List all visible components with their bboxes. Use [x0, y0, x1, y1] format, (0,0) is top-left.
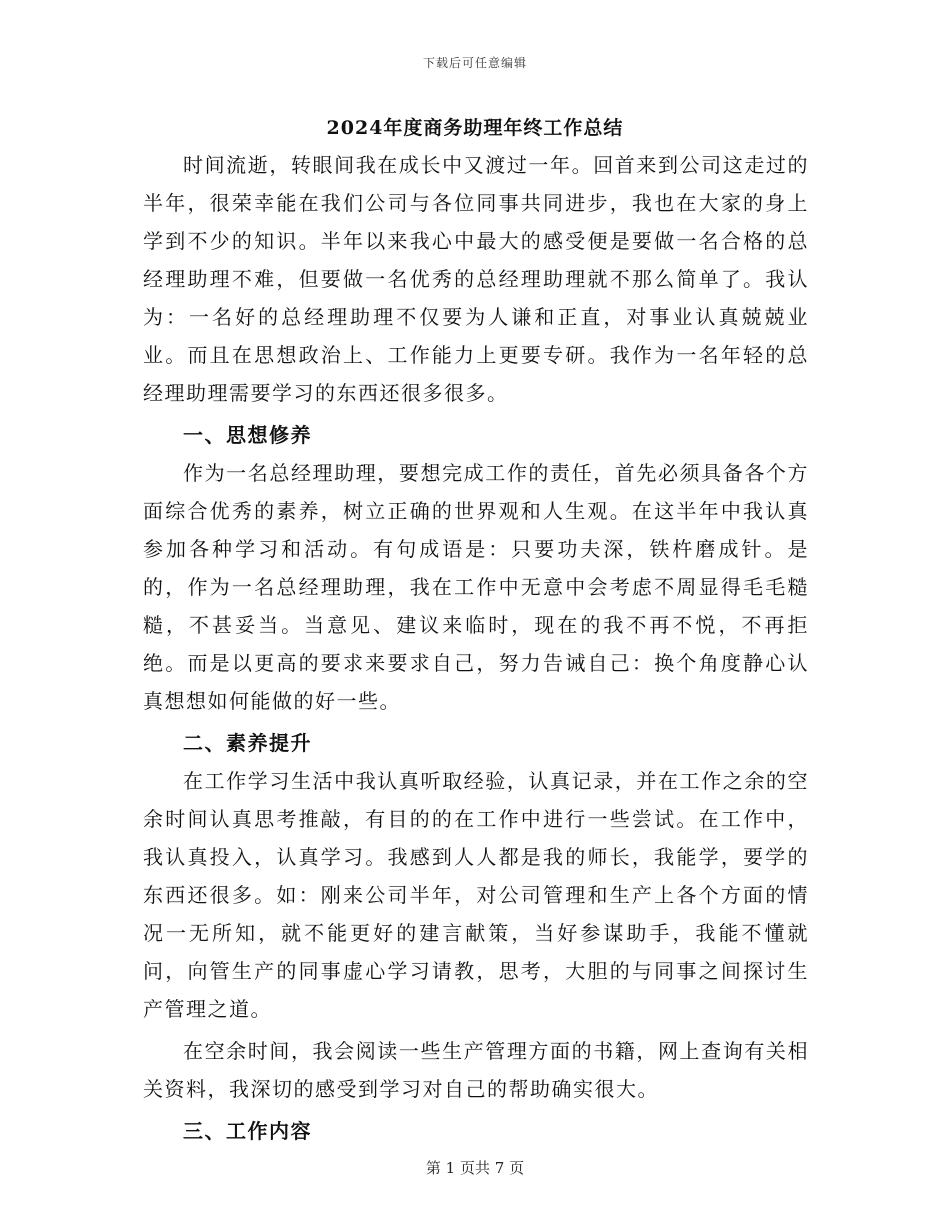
document-title: 2024年度商务助理年终工作总结: [326, 117, 624, 139]
section-heading-thought: 一、思想修养: [183, 423, 312, 447]
document-body: [143, 146, 809, 1150]
section-paragraph: 在工作学习生活中我认真听取经验，认真记录，并在工作之余的空余时间认真思考推敲，有目的的在工作中进行一些尝试。在工作中，我认真投入，认真学习。我感到人人都是我的师长，我能学，要学的东西还很多。如：刚来公司半年，对公司管理和生产上各个方面的情况一无所知，就不能更好的建言献策，当好参谋助手，我能不懂就问，向管生产的同事虚心学习请教，思考，大胆的与同事之间探讨生产管理之道。: [143, 769, 809, 1021]
intro-paragraph: 时间流逝，转眼间我在成长中又渡过一年。回首来到公司这走过的半年，很荣幸能在我们公司与各位同事共同进步，我也在大家的身上学到不少的知识。半年以来我心中最大的感受便是要做一名合格的总经理助理不难，但要做一名优秀的总经理助理就不那么简单了。我认为：一名好的总经理助理不仅要为人谦和正直，对事业认真兢兢业业。而且在思想政治上、工作能力上更要专研。我作为一名年轻的总经理助理需要学习的东西还很多很多。: [143, 153, 809, 405]
header-note: 下载后可任意编辑: [422, 56, 527, 70]
section-heading-work: 三、工作内容: [183, 1119, 312, 1143]
section-heading-quality: 二、素养提升: [183, 731, 312, 755]
section-paragraph: 作为一名总经理助理，要想完成工作的责任，首先必须具备各个方面综合优秀的素养，树立正确的世界观和人生观。在这半年中我认真参加各种学习和活动。有句成语是：只要功夫深，铁杵磨成针。是的，作为一名总经理助理，我在工作中无意中会考虑不周显得毛毛糙糙，不甚妥当。当意见、建议来临时，现在的我不再不悦，不再拒绝。而是以更高的要求来要求自己，努力告诫自己：换个角度静心认真想想如何能做的好一些。: [143, 461, 809, 713]
section-paragraph: 在空余时间，我会阅读一些生产管理方面的书籍，网上查询有关相关资料，我深切的感受到学习对自己的帮助确实很大。: [143, 1039, 809, 1101]
page-indicator: 第 1 页共 7 页: [425, 1159, 525, 1177]
